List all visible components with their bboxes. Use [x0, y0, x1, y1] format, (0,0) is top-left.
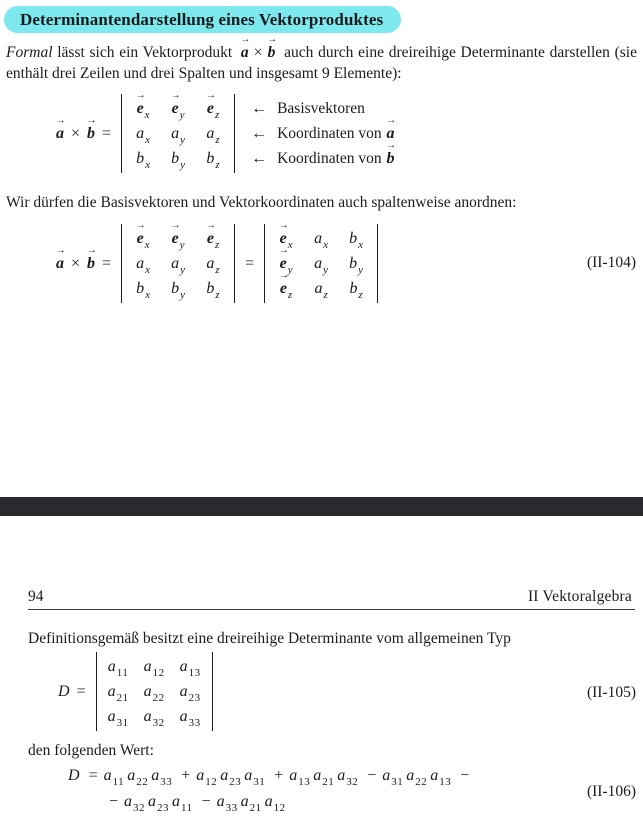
- math-symbol: a 23: [148, 793, 170, 814]
- math-symbol: a 32: [143, 708, 165, 729]
- math-symbol: a 11: [172, 793, 193, 814]
- equals-sign: [239, 254, 260, 273]
- definition-paragraph: Definitionsgemäß besitzt eine dreireihige Determinante vom allgemeinen Typ: [28, 630, 511, 647]
- math-symbol: b y: [171, 150, 185, 171]
- math-symbol: b →: [86, 245, 97, 272]
- matrix-cell: [135, 124, 151, 146]
- matrix-cell: [179, 657, 202, 679]
- determinant-rowwise: [121, 220, 235, 303]
- operator: −: [109, 793, 119, 810]
- matrix-cell: [170, 254, 186, 276]
- row-annotation: [247, 115, 397, 143]
- math-symbol: a y: [314, 255, 329, 276]
- equation-II-105: [57, 652, 217, 731]
- math-symbol: D: [58, 683, 70, 700]
- vector-arrow-icon: →: [205, 90, 216, 101]
- math-symbol: a 23: [220, 767, 242, 788]
- matrix-cell: [170, 90, 186, 121]
- operator: −: [367, 767, 377, 784]
- matrix-cell: [107, 657, 130, 679]
- math-symbol: a 21: [107, 683, 129, 704]
- vector-arrow-icon: →: [205, 220, 216, 231]
- math-symbol: a 13: [289, 767, 311, 788]
- equation-cross-product-determinant: [55, 90, 397, 173]
- math-symbol: a 32: [337, 767, 359, 788]
- math-symbol: a 12: [143, 658, 165, 679]
- matrix-cell: [179, 707, 202, 729]
- math-symbol: a →: [55, 115, 66, 142]
- equation-lhs: [55, 245, 117, 273]
- value-paragraph: den folgenden Wert:: [28, 742, 154, 759]
- vector-arrow-icon: →: [240, 34, 251, 45]
- determinant-rowwise: [121, 90, 235, 173]
- matrix-cell: [170, 220, 186, 251]
- math-symbol: a →: [386, 115, 397, 142]
- math-symbol: a 23: [179, 683, 201, 704]
- operator: ×: [253, 44, 263, 61]
- math-symbol: a →: [240, 34, 251, 61]
- vector-arrow-icon: →: [279, 270, 289, 281]
- math-symbol: e → x: [278, 220, 293, 251]
- equation-lhs: [55, 115, 117, 143]
- equation-lhs: [57, 682, 92, 701]
- operator: −: [201, 793, 211, 810]
- inline-cross-product: [240, 34, 278, 62]
- math-symbol: e → z: [205, 220, 220, 251]
- matrix-cell: [107, 682, 130, 704]
- operator: ←: [251, 150, 268, 167]
- math-symbol: a z: [314, 280, 328, 301]
- vector-arrow-icon: →: [86, 115, 97, 126]
- math-symbol: b x: [349, 230, 364, 251]
- page-header: [28, 588, 632, 606]
- vector-arrow-icon: →: [170, 90, 181, 101]
- math-symbol: a x: [136, 125, 150, 146]
- intro-paragraph: [6, 34, 637, 84]
- math-symbol: a 31: [244, 767, 266, 788]
- math-symbol: e → z: [205, 90, 220, 121]
- math-symbol: b x: [136, 150, 150, 171]
- math-symbol: b y: [171, 280, 185, 301]
- math-symbol: a 21: [313, 767, 335, 788]
- math-symbol: b z: [349, 280, 363, 301]
- vector-arrow-icon: →: [278, 245, 289, 256]
- matrix-cell: [205, 220, 220, 251]
- annotation-text: Basisvektoren: [277, 100, 365, 117]
- vector-arrow-icon: →: [55, 245, 66, 256]
- math-symbol: a 12: [264, 793, 286, 814]
- math-symbol: b z: [206, 150, 220, 171]
- math-symbol: a 22: [127, 767, 149, 788]
- operator: =: [102, 125, 112, 142]
- math-symbol: a 21: [240, 793, 262, 814]
- matrix-cell: [143, 657, 166, 679]
- math-symbol: a 31: [107, 708, 129, 729]
- intro-text-before-math: lässt sich ein Vektorprodukt: [52, 44, 233, 61]
- matrix-cell: [135, 279, 151, 301]
- determinant-general: [96, 652, 213, 731]
- math-symbol: a 22: [406, 767, 428, 788]
- matrix-cell: [107, 707, 130, 729]
- math-symbol: e → x: [135, 220, 150, 251]
- intro-lead-word: Formal: [6, 44, 53, 61]
- annotation-text: Koordinaten von: [277, 125, 386, 142]
- math-symbol: a 13: [179, 658, 201, 679]
- operator: =: [88, 767, 98, 784]
- math-symbol: e → x: [135, 90, 150, 121]
- math-symbol: b z: [206, 280, 220, 301]
- equation-line-1: [68, 766, 475, 788]
- operator: +: [274, 767, 284, 784]
- row-annotation: [247, 99, 395, 118]
- matrix-cell: [143, 707, 166, 729]
- math-symbol: a 32: [124, 793, 146, 814]
- equation-label-II-105: (II-105): [586, 684, 636, 701]
- matrix-cell: [313, 229, 329, 251]
- operator: ←: [251, 125, 268, 142]
- matrix-cell: [170, 124, 186, 146]
- operator: −: [460, 767, 470, 784]
- matrix-cell: [205, 90, 220, 121]
- equation-II-106: [68, 766, 475, 814]
- annotation-text: Koordinaten von: [277, 150, 386, 167]
- math-symbol: e → y: [170, 220, 185, 251]
- math-symbol: a 33: [151, 767, 173, 788]
- math-symbol: e → y: [170, 90, 185, 121]
- math-symbol: a 33: [179, 708, 201, 729]
- matrix-cell: [205, 279, 220, 301]
- matrix-cell: [279, 270, 293, 301]
- matrix-cell: [348, 254, 364, 276]
- math-symbol: a 13: [430, 767, 452, 788]
- equation-label-II-106: (II-106): [586, 783, 636, 800]
- math-symbol: a 22: [143, 683, 165, 704]
- matrix-cell: [179, 682, 202, 704]
- matrix-cell: [313, 279, 328, 301]
- vector-arrow-icon: →: [170, 220, 181, 231]
- page-separator-bar: [0, 497, 643, 516]
- math-symbol: b →: [386, 140, 397, 167]
- vector-arrow-icon: →: [386, 140, 397, 151]
- section-heading-highlight: [4, 6, 401, 33]
- math-symbol: b x: [136, 280, 150, 301]
- vector-arrow-icon: →: [86, 245, 97, 256]
- operator: +: [181, 767, 191, 784]
- section-heading: Determinantendarstellung eines Vektorproduktes: [20, 9, 384, 29]
- math-symbol: a x: [136, 255, 150, 276]
- math-symbol: a y: [171, 125, 185, 146]
- math-symbol: a z: [206, 125, 220, 146]
- math-symbol: a z: [206, 255, 220, 276]
- matrix-cell: [313, 254, 329, 276]
- math-symbol: a 11: [103, 767, 125, 788]
- determinant-columnwise: [264, 220, 378, 303]
- matrix-cell: [135, 149, 151, 171]
- equation-II-104: [55, 220, 382, 303]
- vector-arrow-icon: →: [55, 115, 66, 126]
- math-symbol: a 12: [196, 767, 218, 788]
- math-symbol: a →: [55, 245, 66, 272]
- operator: =: [76, 683, 86, 700]
- matrix-cell: [135, 90, 151, 121]
- math-symbol: D: [68, 767, 80, 784]
- page-number: 94: [28, 588, 44, 605]
- math-symbol: e → y: [278, 245, 293, 276]
- math-symbol: e → z: [279, 270, 293, 301]
- chapter-title: II Vektoralgebra: [527, 588, 632, 605]
- matrix-cell: [348, 229, 364, 251]
- operator: ×: [71, 255, 81, 272]
- equation-line-2: [103, 792, 475, 814]
- matrix-cell: [170, 279, 186, 301]
- matrix-cell: [205, 124, 220, 146]
- operator: ×: [71, 125, 81, 142]
- row-annotation: [247, 140, 397, 168]
- operator: =: [245, 255, 255, 272]
- math-symbol: a y: [171, 255, 185, 276]
- columnwise-paragraph: Wir dürfen die Basisvektoren und Vektorkoordinaten auch spaltenweise anordnen:: [6, 194, 517, 211]
- matrix-cell: [205, 149, 220, 171]
- vector-arrow-icon: →: [135, 90, 146, 101]
- math-symbol: b y: [349, 255, 364, 276]
- operator: ←: [251, 100, 268, 117]
- vector-arrow-icon: →: [278, 220, 289, 231]
- matrix-cell: [135, 254, 151, 276]
- operator: =: [102, 255, 112, 272]
- intro-text-after-math: auch durch eine dreireihige Determinante darstellen (sie enthält drei Zeilen und drei Spalten und insgesamt 9 Elemente):: [6, 44, 637, 82]
- math-symbol: b →: [267, 34, 278, 61]
- equation-label-II-104: (II-104): [586, 254, 636, 271]
- page-header-rule: [28, 609, 635, 610]
- matrix-cell: [205, 254, 220, 276]
- vector-arrow-icon: →: [386, 115, 397, 126]
- vector-arrow-icon: →: [267, 34, 278, 45]
- matrix-cell: [348, 279, 363, 301]
- matrix-cell: [135, 220, 151, 251]
- math-symbol: a 33: [216, 793, 238, 814]
- math-symbol: a 31: [382, 767, 404, 788]
- math-symbol: a x: [314, 230, 329, 251]
- row-annotations: [247, 94, 395, 173]
- math-symbol: b →: [86, 115, 97, 142]
- matrix-cell: [143, 682, 166, 704]
- vector-arrow-icon: →: [135, 220, 146, 231]
- math-symbol: a 11: [107, 658, 129, 679]
- matrix-cell: [170, 149, 186, 171]
